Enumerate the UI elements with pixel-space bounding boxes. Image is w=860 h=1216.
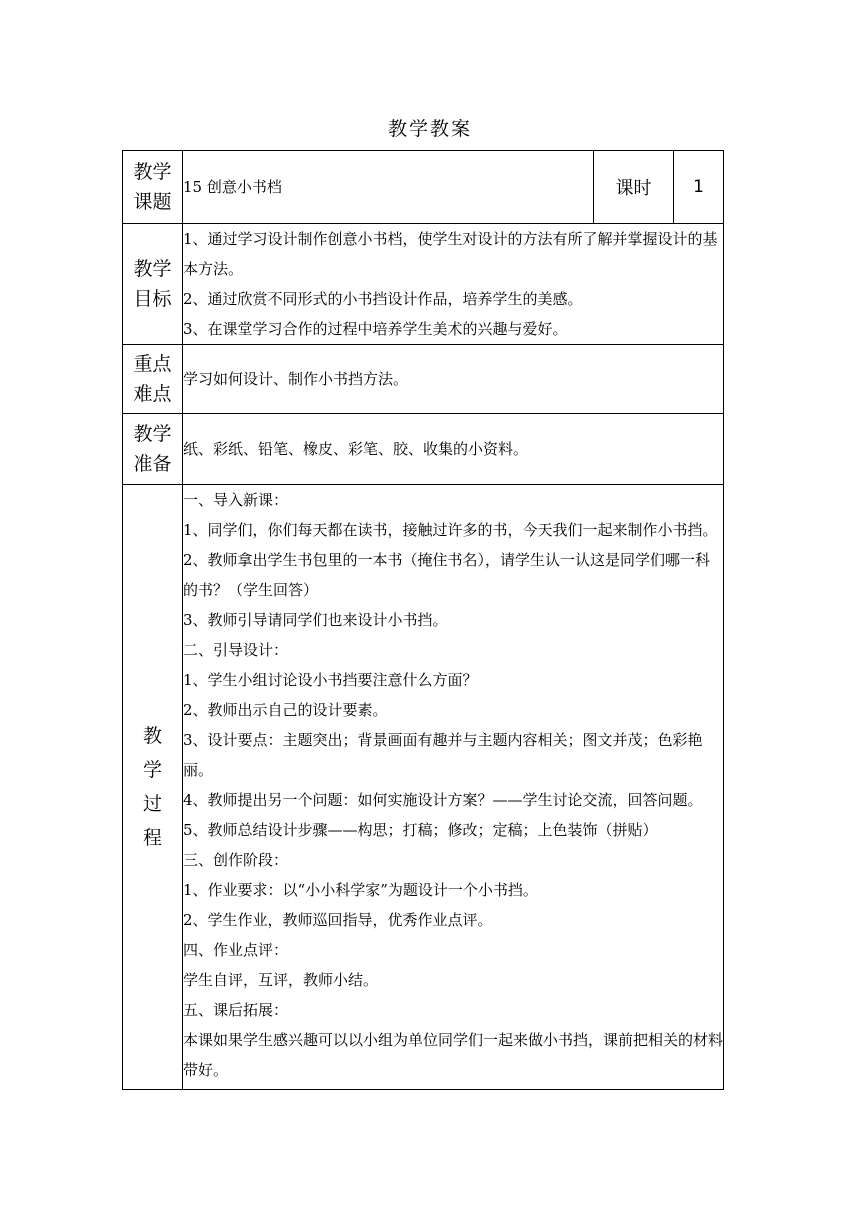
process-line: 3、教师引导请同学们也来设计小书挡。 (183, 611, 448, 629)
goal-line: 3、在课堂学习合作的过程中培养学生美术的兴趣与爱好。 (183, 320, 568, 338)
process-line: 一、导入新课： (183, 491, 289, 509)
process-line: 三、创作阶段： (183, 851, 289, 869)
goal-line: 1、通过学习设计制作创意小书档，使学生对设计的方法有所了解并掌握设计的基本方法。 (183, 230, 718, 278)
process-label: 教 学 过 程 (123, 485, 183, 1090)
process-line: 五、课后拓展： (183, 1001, 289, 1019)
topic-row (123, 151, 724, 224)
prep-label: 教学 准备 (123, 414, 183, 485)
topic-value: 15 创意小书档 (183, 151, 594, 224)
focus-row (123, 345, 724, 414)
process-line: 1、学生小组讨论设小书挡要注意什么方面？ (183, 671, 478, 689)
goal-line: 2、通过欣赏不同形式的小书挡设计作品，培养学生的美感。 (183, 290, 583, 308)
goals-label: 教学 目标 (123, 224, 183, 345)
focus-label: 重点 难点 (123, 345, 183, 414)
process-line: 4、教师提出另一个问题：如何实施设计方案？——学生讨论交流，回答问题。 (183, 791, 703, 809)
process-line: 2、学生作业，教师巡回指导，优秀作业点评。 (183, 911, 493, 929)
class-hours-value: 1 (674, 151, 724, 224)
focus-content: 学习如何设计、制作小书挡方法。 (183, 345, 724, 414)
process-line: 四、作业点评： (183, 941, 289, 959)
process-line: 学生自评，互评，教师小结。 (183, 971, 379, 989)
process-content (183, 485, 724, 1090)
goals-row (123, 224, 724, 345)
process-line: 本课如果学生感兴趣可以以小组为单位同学们一起来做小书挡，课前把相关的材料带好。 (183, 1031, 724, 1079)
goals-content (183, 224, 724, 345)
process-line: 1、作业要求：以“小小科学家”为题设计一个小书挡。 (183, 881, 538, 899)
process-row (123, 485, 724, 1090)
lesson-plan-table (122, 150, 724, 1090)
document-title: 教学教案 (387, 118, 472, 140)
process-line: 1、同学们，你们每天都在读书，接触过许多的书，今天我们一起来制作小书挡。 2、教师拿出学生书包里的一本书（掩住书名），请学生认一认这是同学们哪一科的书？（学生回答） (183, 521, 718, 599)
process-line: 5、教师总结设计步骤——构思；打稿；修改；定稿；上色装饰（拼贴） (183, 821, 658, 839)
topic-label: 教学 课题 (123, 151, 183, 224)
process-line: 3、设计要点：主题突出；背景画面有趣并与主题内容相关；图文并茂；色彩艳丽。 (183, 731, 703, 779)
process-line: 2、教师出示自己的设计要素。 (183, 701, 388, 719)
class-hours-label: 课时 (594, 151, 674, 224)
prep-content: 纸、彩纸、铅笔、橡皮、彩笔、胶、收集的小资料。 (183, 414, 724, 485)
process-line: 二、引导设计： (183, 641, 289, 659)
prep-row (123, 414, 724, 485)
